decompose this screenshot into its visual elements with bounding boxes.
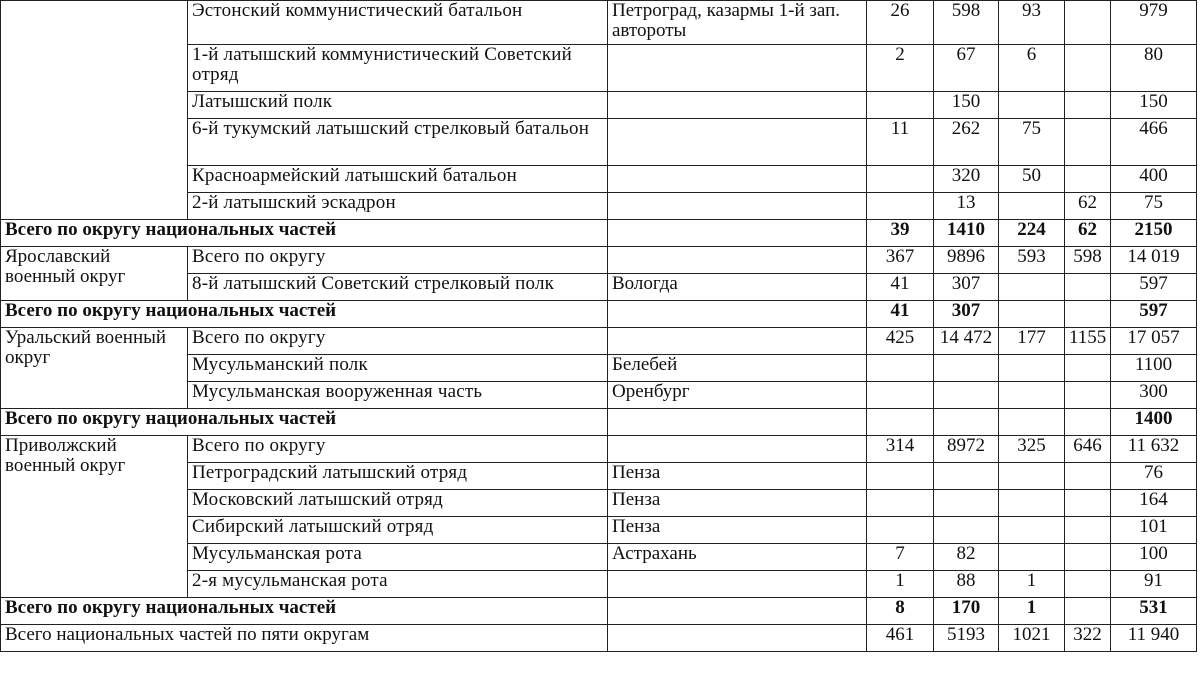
location-cell bbox=[608, 247, 867, 274]
value-cell: 325 bbox=[999, 436, 1065, 463]
value-cell: 1 bbox=[999, 598, 1065, 625]
value-cell: 8 bbox=[867, 598, 934, 625]
value-cell: 11 bbox=[867, 119, 934, 166]
total-cell: 75 bbox=[1111, 193, 1197, 220]
district-cell: Уральский военный округ bbox=[1, 328, 188, 409]
value-cell: 1410 bbox=[934, 220, 999, 247]
unit-name-cell: Сибирский латышский отряд bbox=[188, 517, 608, 544]
unit-name-cell: 2-й латышский эскадрон bbox=[188, 193, 608, 220]
value-cell: 593 bbox=[999, 247, 1065, 274]
district-total-row bbox=[1, 409, 1197, 436]
grand-total-label: Всего национальных частей по пяти округам bbox=[1, 625, 608, 652]
total-cell: 466 bbox=[1111, 119, 1197, 166]
value-cell bbox=[1065, 45, 1111, 92]
district-cell bbox=[1, 1, 188, 220]
value-cell: 1 bbox=[867, 571, 934, 598]
unit-name-cell: Латышский полк bbox=[188, 92, 608, 119]
value-cell: 7 bbox=[867, 544, 934, 571]
value-cell: 262 bbox=[934, 119, 999, 166]
value-cell: 5193 bbox=[934, 625, 999, 652]
value-cell bbox=[999, 193, 1065, 220]
value-cell: 224 bbox=[999, 220, 1065, 247]
value-cell bbox=[999, 409, 1065, 436]
unit-name-cell: Мусульманский полк bbox=[188, 355, 608, 382]
unit-name-cell: Московский латышский отряд bbox=[188, 490, 608, 517]
unit-name-cell: Всего по округу bbox=[188, 247, 608, 274]
location-cell bbox=[608, 301, 867, 328]
value-cell bbox=[1065, 544, 1111, 571]
total-cell: 76 bbox=[1111, 463, 1197, 490]
value-cell bbox=[1065, 1, 1111, 45]
unit-name-cell: Мусульманская рота bbox=[188, 544, 608, 571]
value-cell bbox=[999, 517, 1065, 544]
location-cell bbox=[608, 45, 867, 92]
district-total-label: Всего по округу национальных частей bbox=[1, 598, 608, 625]
unit-name-cell: 6-й тукумский латышский стрелковый батальон bbox=[188, 119, 608, 166]
value-cell: 322 bbox=[1065, 625, 1111, 652]
unit-name-cell: Мусульманская вооруженная часть bbox=[188, 382, 608, 409]
location-cell: Пенза bbox=[608, 463, 867, 490]
total-cell: 300 bbox=[1111, 382, 1197, 409]
value-cell: 598 bbox=[1065, 247, 1111, 274]
value-cell: 8972 bbox=[934, 436, 999, 463]
value-cell bbox=[934, 463, 999, 490]
value-cell: 461 bbox=[867, 625, 934, 652]
value-cell: 150 bbox=[934, 92, 999, 119]
value-cell: 41 bbox=[867, 301, 934, 328]
value-cell bbox=[1065, 571, 1111, 598]
value-cell bbox=[867, 409, 934, 436]
district-total-label: Всего по округу национальных частей bbox=[1, 220, 608, 247]
value-cell: 93 bbox=[999, 1, 1065, 45]
location-cell bbox=[608, 571, 867, 598]
total-cell: 80 bbox=[1111, 45, 1197, 92]
value-cell bbox=[999, 92, 1065, 119]
unit-name-cell: Красноармейский латышский батальон bbox=[188, 166, 608, 193]
total-cell: 597 bbox=[1111, 274, 1197, 301]
total-cell: 400 bbox=[1111, 166, 1197, 193]
location-cell bbox=[608, 193, 867, 220]
value-cell bbox=[867, 193, 934, 220]
value-cell bbox=[934, 490, 999, 517]
value-cell: 2 bbox=[867, 45, 934, 92]
value-cell: 646 bbox=[1065, 436, 1111, 463]
value-cell: 67 bbox=[934, 45, 999, 92]
value-cell bbox=[867, 517, 934, 544]
value-cell: 307 bbox=[934, 274, 999, 301]
value-cell bbox=[867, 463, 934, 490]
value-cell bbox=[934, 517, 999, 544]
value-cell bbox=[1065, 301, 1111, 328]
total-cell: 100 bbox=[1111, 544, 1197, 571]
value-cell: 1021 bbox=[999, 625, 1065, 652]
value-cell: 26 bbox=[867, 1, 934, 45]
value-cell: 425 bbox=[867, 328, 934, 355]
total-cell: 101 bbox=[1111, 517, 1197, 544]
table-row bbox=[1, 1, 1197, 45]
value-cell bbox=[999, 355, 1065, 382]
value-cell: 75 bbox=[999, 119, 1065, 166]
district-total-row bbox=[1, 220, 1197, 247]
value-cell: 1155 bbox=[1065, 328, 1111, 355]
total-cell: 164 bbox=[1111, 490, 1197, 517]
value-cell: 314 bbox=[867, 436, 934, 463]
value-cell bbox=[999, 382, 1065, 409]
unit-name-cell: Всего по округу bbox=[188, 328, 608, 355]
value-cell: 62 bbox=[1065, 220, 1111, 247]
location-cell: Пенза bbox=[608, 490, 867, 517]
unit-name-cell: Петроградский латышский отряд bbox=[188, 463, 608, 490]
value-cell bbox=[999, 301, 1065, 328]
location-cell: Петроград, казармы 1-й зап. автороты bbox=[608, 1, 867, 45]
total-cell: 14 019 bbox=[1111, 247, 1197, 274]
location-cell: Астрахань bbox=[608, 544, 867, 571]
district-total-row bbox=[1, 598, 1197, 625]
location-cell bbox=[608, 409, 867, 436]
value-cell: 50 bbox=[999, 166, 1065, 193]
value-cell bbox=[1065, 490, 1111, 517]
value-cell bbox=[1065, 355, 1111, 382]
value-cell bbox=[934, 382, 999, 409]
value-cell bbox=[867, 92, 934, 119]
total-cell: 1400 bbox=[1111, 409, 1197, 436]
value-cell: 13 bbox=[934, 193, 999, 220]
table-row bbox=[1, 436, 1197, 463]
value-cell: 177 bbox=[999, 328, 1065, 355]
value-cell bbox=[867, 490, 934, 517]
value-cell: 367 bbox=[867, 247, 934, 274]
total-cell: 150 bbox=[1111, 92, 1197, 119]
total-cell: 531 bbox=[1111, 598, 1197, 625]
district-total-label: Всего по округу национальных частей bbox=[1, 409, 608, 436]
value-cell: 62 bbox=[1065, 193, 1111, 220]
total-cell: 2150 bbox=[1111, 220, 1197, 247]
unit-name-cell: 2-я мусульманская рота bbox=[188, 571, 608, 598]
value-cell bbox=[999, 544, 1065, 571]
district-total-row bbox=[1, 301, 1197, 328]
value-cell bbox=[1065, 463, 1111, 490]
table-row bbox=[1, 328, 1197, 355]
total-cell: 11 632 bbox=[1111, 436, 1197, 463]
value-cell bbox=[867, 355, 934, 382]
location-cell bbox=[608, 92, 867, 119]
value-cell: 41 bbox=[867, 274, 934, 301]
value-cell bbox=[999, 490, 1065, 517]
total-cell: 91 bbox=[1111, 571, 1197, 598]
location-cell bbox=[608, 166, 867, 193]
unit-name-cell: Эстонский коммунистический батальон bbox=[188, 1, 608, 45]
value-cell bbox=[1065, 92, 1111, 119]
total-cell: 979 bbox=[1111, 1, 1197, 45]
value-cell bbox=[867, 382, 934, 409]
value-cell: 88 bbox=[934, 571, 999, 598]
total-cell: 1100 bbox=[1111, 355, 1197, 382]
table-row bbox=[1, 247, 1197, 274]
value-cell: 39 bbox=[867, 220, 934, 247]
value-cell: 307 bbox=[934, 301, 999, 328]
value-cell: 9896 bbox=[934, 247, 999, 274]
total-cell: 17 057 bbox=[1111, 328, 1197, 355]
value-cell: 82 bbox=[934, 544, 999, 571]
value-cell bbox=[1065, 166, 1111, 193]
district-cell: Приволжский военный округ bbox=[1, 436, 188, 598]
location-cell: Вологда bbox=[608, 274, 867, 301]
value-cell bbox=[867, 166, 934, 193]
location-cell: Белебей bbox=[608, 355, 867, 382]
grand-total-row bbox=[1, 625, 1197, 652]
location-cell bbox=[608, 119, 867, 166]
value-cell bbox=[934, 355, 999, 382]
value-cell: 598 bbox=[934, 1, 999, 45]
value-cell bbox=[999, 463, 1065, 490]
value-cell: 170 bbox=[934, 598, 999, 625]
value-cell bbox=[1065, 274, 1111, 301]
value-cell: 6 bbox=[999, 45, 1065, 92]
value-cell: 1 bbox=[999, 571, 1065, 598]
location-cell bbox=[608, 625, 867, 652]
value-cell bbox=[1065, 119, 1111, 166]
value-cell bbox=[1065, 382, 1111, 409]
location-cell: Оренбург bbox=[608, 382, 867, 409]
unit-name-cell: 8-й латышский Советский стрелковый полк bbox=[188, 274, 608, 301]
unit-name-cell: 1-й латышский коммунистический Советский отряд bbox=[188, 45, 608, 92]
value-cell bbox=[1065, 409, 1111, 436]
location-cell bbox=[608, 220, 867, 247]
unit-name-cell: Всего по округу bbox=[188, 436, 608, 463]
location-cell: Пенза bbox=[608, 517, 867, 544]
value-cell bbox=[934, 409, 999, 436]
value-cell bbox=[999, 274, 1065, 301]
total-cell: 597 bbox=[1111, 301, 1197, 328]
value-cell: 320 bbox=[934, 166, 999, 193]
total-cell: 11 940 bbox=[1111, 625, 1197, 652]
location-cell bbox=[608, 436, 867, 463]
district-total-label: Всего по округу национальных частей bbox=[1, 301, 608, 328]
location-cell bbox=[608, 328, 867, 355]
location-cell bbox=[608, 598, 867, 625]
value-cell bbox=[1065, 598, 1111, 625]
value-cell bbox=[1065, 517, 1111, 544]
district-cell: Ярославский военный округ bbox=[1, 247, 188, 301]
value-cell: 14 472 bbox=[934, 328, 999, 355]
